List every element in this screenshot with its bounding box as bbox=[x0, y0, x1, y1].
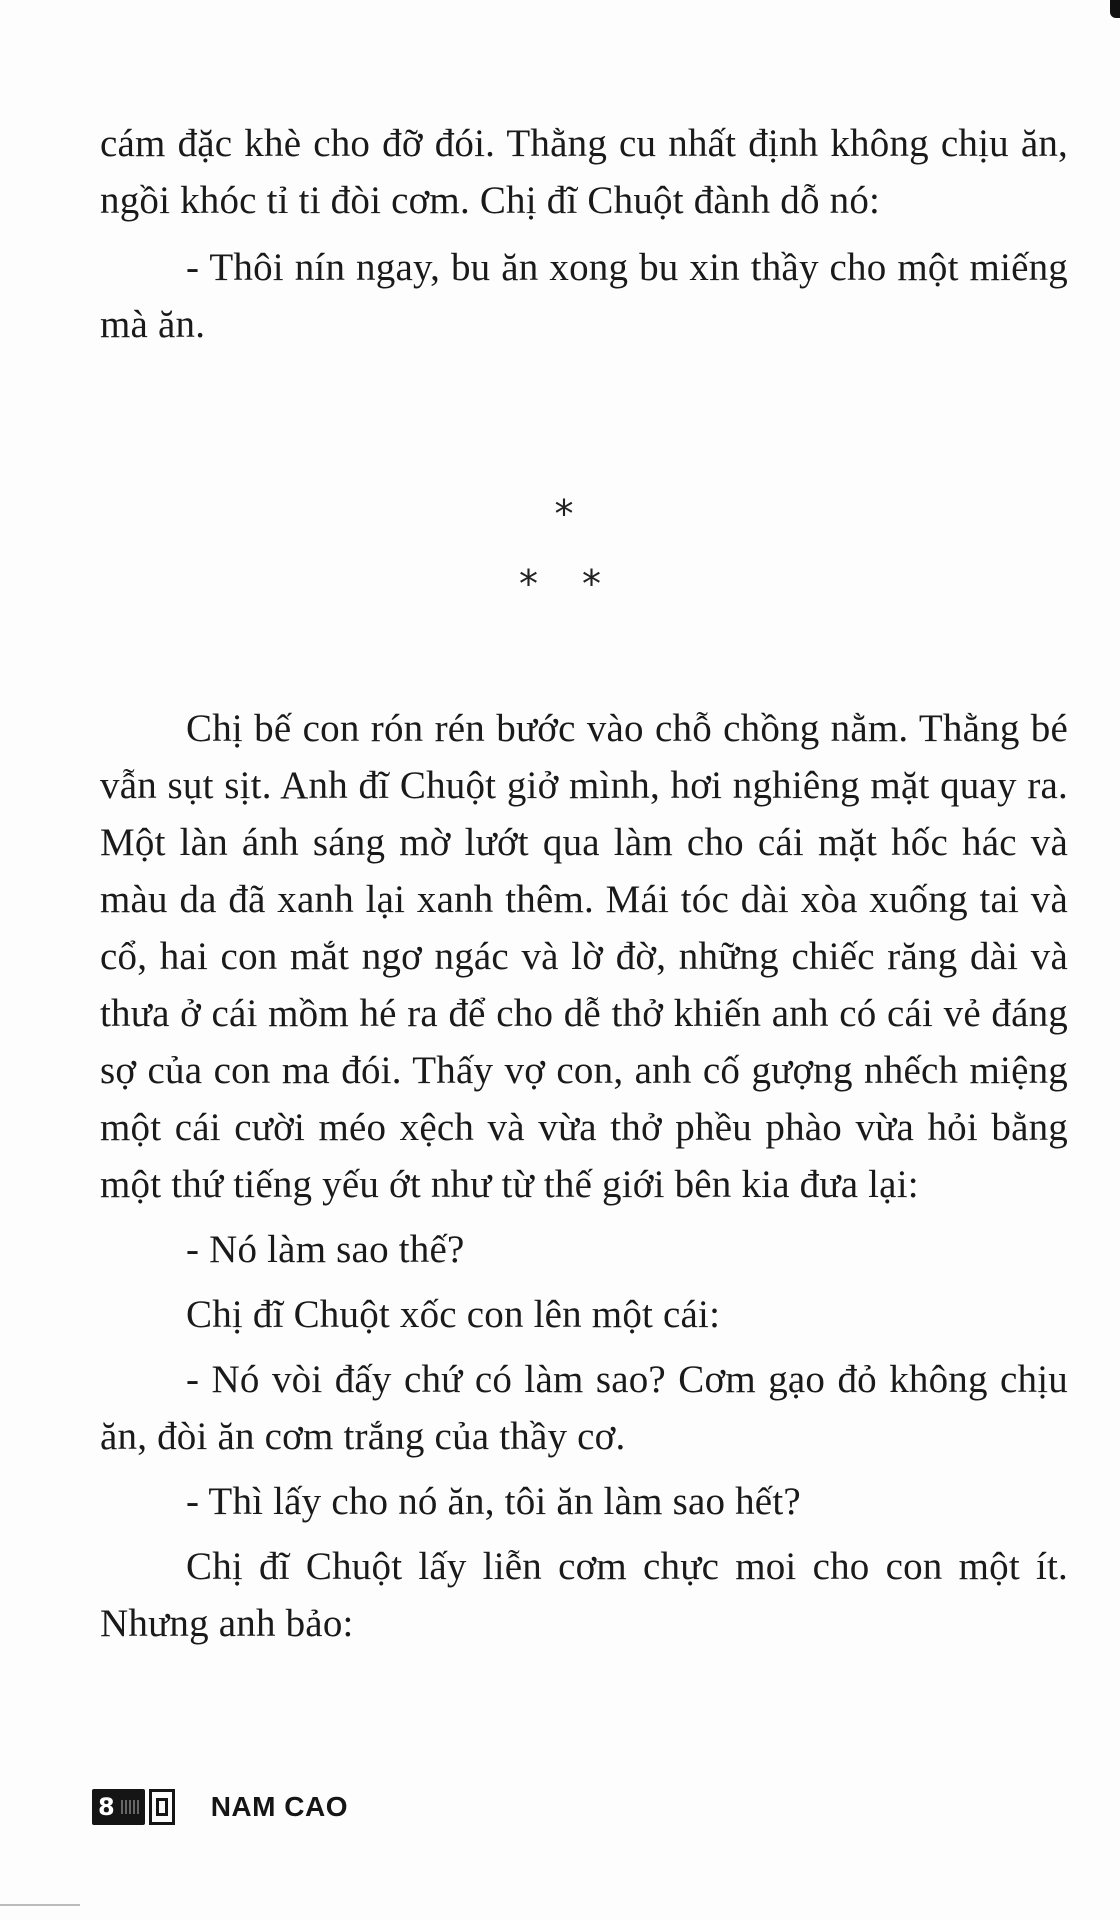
corner-mark bbox=[1110, 0, 1120, 18]
section-separator-top bbox=[0, 492, 1120, 536]
top-text-block bbox=[100, 115, 1068, 353]
paragraph: Chị đĩ Chuột xốc con lên một cái: bbox=[186, 1293, 721, 1336]
author-name: NAM CAO bbox=[210, 1791, 348, 1822]
asterisk: * bbox=[582, 562, 601, 606]
paragraph: Chị bế con rón rén bước vào chỗ chồng nằm. Thằng bé vẫn sụt sịt. Anh đĩ Chuột giở mình, hơi nghiêng mặt quay ra. Một làn ánh sáng mờ lướt qua làm cho cái mặt hốc hác và màu da đã xanh lại xanh thêm. Mái tóc dài xòa xuống tai và cổ, hai con mắt ngơ ngác và lờ đờ, những chiếc răng dài và thưa ở cái mồm hé ra để cho dễ thở khiến anh có cái vẻ đáng sợ của con ma đói. Thấy vợ con, anh cố gượng nhếch miệng một cái cười méo xệch và vừa thở phều phào vừa hỏi bằng một thứ tiếng yếu ớt như từ thế giới bên kia đưa lại: bbox=[100, 707, 1068, 1206]
asterisk: * bbox=[554, 492, 574, 536]
dialogue-line: - Nó làm sao thế? bbox=[186, 1228, 465, 1271]
page-footer bbox=[92, 1787, 348, 1827]
paragraph: Chị đĩ Chuột lấy liễn cơm chực moi cho con một ít. Nhưng anh bảo: bbox=[100, 1545, 1068, 1645]
page-number: 8 bbox=[98, 1793, 115, 1821]
dialogue-line: - Thôi nín ngay, bu ăn xong bu xin thầy cho một miếng mà ăn. bbox=[100, 246, 1068, 346]
main-text-block bbox=[100, 700, 1068, 1652]
ornament-icon bbox=[121, 1800, 139, 1814]
dialogue-line: - Thì lấy cho nó ăn, tôi ăn làm sao hết? bbox=[186, 1480, 801, 1523]
asterisk: * bbox=[519, 562, 538, 606]
bottom-edge-line bbox=[0, 1904, 80, 1906]
page-number-badge bbox=[92, 1789, 145, 1825]
dialogue-line: - Nó vòi đấy chứ có làm sao? Cơm gạo đỏ không chịu ăn, đòi ăn cơm trắng của thầy cơ. bbox=[100, 1358, 1068, 1458]
emblem-icon bbox=[149, 1789, 175, 1825]
section-separator-bottom bbox=[0, 562, 1120, 606]
paragraph: cám đặc khè cho đỡ đói. Thằng cu nhất định không chịu ăn, ngồi khóc tỉ ti đòi cơm. Chị đĩ Chuột đành dỗ nó: bbox=[100, 122, 1068, 222]
